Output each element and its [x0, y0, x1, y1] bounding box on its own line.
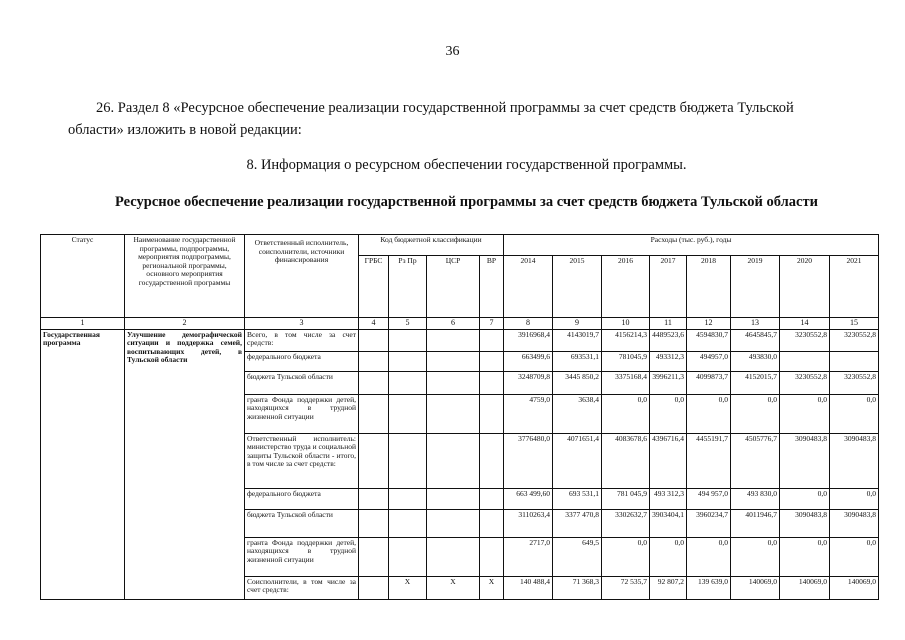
header-year: 2014	[504, 256, 553, 318]
column-number: 11	[650, 318, 687, 330]
value-cell: 140069,0	[731, 576, 780, 599]
value-cell: 494957,0	[687, 351, 731, 371]
vr-cell	[480, 351, 504, 371]
value-cell: 4143019,7	[553, 329, 602, 351]
csr-cell	[427, 371, 480, 394]
column-number: 13	[731, 318, 780, 330]
section-subheading: 8. Информация о ресурсном обеспечении государственной программы.	[246, 157, 687, 173]
value-cell: 0,0	[687, 394, 731, 433]
value-cell: 3377 470,8	[553, 509, 602, 537]
grbs-cell	[359, 509, 389, 537]
value-cell: 3960234,7	[687, 509, 731, 537]
value-cell: 3230552,8	[780, 371, 830, 394]
value-cell: 4645845,7	[731, 329, 780, 351]
value-cell: 0,0	[780, 394, 830, 433]
csr-cell	[427, 329, 480, 351]
value-cell: 3638,4	[553, 394, 602, 433]
value-cell: 0,0	[650, 394, 687, 433]
value-cell: 0,0	[602, 537, 650, 576]
table-row	[41, 329, 879, 351]
value-cell: 4099873,7	[687, 371, 731, 394]
value-cell: 663499,6	[504, 351, 553, 371]
value-cell: 4759,0	[504, 394, 553, 433]
value-cell: 0,0	[830, 394, 879, 433]
vr-cell	[480, 394, 504, 433]
header-year: 2020	[780, 256, 830, 318]
header-vr: ВР	[480, 256, 504, 318]
column-number: 3	[245, 318, 359, 330]
table-body	[41, 329, 879, 599]
value-cell: 0,0	[687, 537, 731, 576]
vr-cell	[480, 509, 504, 537]
grbs-cell	[359, 537, 389, 576]
csr-cell	[427, 537, 480, 576]
csr-cell	[427, 394, 480, 433]
header-year: 2016	[602, 256, 650, 318]
column-number: 9	[553, 318, 602, 330]
value-cell: 71 368,3	[553, 576, 602, 599]
value-cell: 3230552,8	[830, 329, 879, 351]
rzpr-cell	[389, 509, 427, 537]
value-cell: 3375168,4	[602, 371, 650, 394]
csr-cell	[427, 509, 480, 537]
value-cell: 140 488,4	[504, 576, 553, 599]
value-cell: 663 499,60	[504, 488, 553, 509]
value-cell: 781 045,9	[602, 488, 650, 509]
value-cell: 4152015,7	[731, 371, 780, 394]
value-cell: 3302632,7	[602, 509, 650, 537]
value-cell: 0,0	[731, 537, 780, 576]
row-label: Всего, в том числе за счет средств:	[245, 329, 359, 351]
value-cell: 4505776,7	[731, 433, 780, 488]
header-year: 2021	[830, 256, 879, 318]
row-label: гранта Фонда поддержки детей, находящихся в трудной жизненной ситуации	[245, 394, 359, 433]
csr-cell	[427, 351, 480, 371]
column-number: 2	[125, 318, 245, 330]
header-status: Статус	[41, 235, 125, 318]
value-cell: 3996211,3	[650, 371, 687, 394]
value-cell: 0,0	[830, 488, 879, 509]
value-cell: 3903404,1	[650, 509, 687, 537]
value-cell: 4594830,7	[687, 329, 731, 351]
value-cell: 0,0	[830, 537, 879, 576]
row-label: федерального бюджета	[245, 488, 359, 509]
column-number: 4	[359, 318, 389, 330]
value-cell: 3230552,8	[780, 329, 830, 351]
column-number: 5	[389, 318, 427, 330]
amendment-paragraph: 26. Раздел 8 «Ресурсное обеспечение реализации государственной программы за счет средств бюджета Тульской области» изложить в новой редакции:	[68, 100, 794, 138]
status-cell: Государственная программа	[41, 329, 125, 599]
header-responsible: Ответственный исполнитель, соисполнители, источники финансирования	[245, 235, 359, 318]
resource-table	[40, 234, 879, 600]
value-cell: 4156214,3	[602, 329, 650, 351]
csr-cell	[427, 488, 480, 509]
value-cell: 4011946,7	[731, 509, 780, 537]
header-budget-code: Код бюджетной классификации	[359, 235, 504, 256]
column-number: 8	[504, 318, 553, 330]
value-cell: 4489523,6	[650, 329, 687, 351]
header-expenses: Расходы (тыс. руб.), годы	[504, 235, 879, 256]
value-cell: 493312,3	[650, 351, 687, 371]
value-cell	[830, 351, 879, 371]
grbs-cell	[359, 433, 389, 488]
column-number: 12	[687, 318, 731, 330]
header-year: 2017	[650, 256, 687, 318]
rzpr-cell	[389, 394, 427, 433]
rzpr-cell	[389, 488, 427, 509]
program-name-cell: Улучшение демографической ситуации и поддержка семей, воспитывающих детей, в Тульской области	[125, 329, 245, 599]
vr-cell	[480, 433, 504, 488]
header-row-1	[41, 235, 879, 256]
value-cell: 0,0	[780, 488, 830, 509]
value-cell: 3248709,8	[504, 371, 553, 394]
value-cell: 0,0	[780, 537, 830, 576]
value-cell	[780, 351, 830, 371]
value-cell: 92 807,2	[650, 576, 687, 599]
value-cell: 493830,0	[731, 351, 780, 371]
value-cell: 0,0	[602, 394, 650, 433]
value-cell: 140069,0	[780, 576, 830, 599]
grbs-cell	[359, 351, 389, 371]
vr-cell	[480, 329, 504, 351]
rzpr-cell	[389, 433, 427, 488]
grbs-cell	[359, 394, 389, 433]
value-cell: 3090483,8	[780, 433, 830, 488]
header-name: Наименование государственной программы, подпрограммы, мероприятия подпрограммы, региональной программы, основного мероприятия государственной программы	[125, 235, 245, 318]
header-grbs: ГРБС	[359, 256, 389, 318]
value-cell: 4083678,6	[602, 433, 650, 488]
value-cell: 3090483,8	[780, 509, 830, 537]
grbs-cell	[359, 329, 389, 351]
header-year: 2019	[731, 256, 780, 318]
value-cell: 139 639,0	[687, 576, 731, 599]
value-cell: 493 830,0	[731, 488, 780, 509]
column-number: 15	[830, 318, 879, 330]
value-cell: 3090483,8	[830, 509, 879, 537]
page-number: 36	[445, 44, 460, 59]
grbs-cell	[359, 576, 389, 599]
row-label: Ответственный исполнитель: министерство труда и социальной защиты Тульской области - итого, в том числе за счет средств:	[245, 433, 359, 488]
header-rzpr: Рз Пр	[389, 256, 427, 318]
rzpr-cell	[389, 537, 427, 576]
value-cell: 3110263,4	[504, 509, 553, 537]
header-year: 2018	[687, 256, 731, 318]
column-number: 1	[41, 318, 125, 330]
value-cell: 140069,0	[830, 576, 879, 599]
rzpr-cell: Х	[389, 576, 427, 599]
value-cell: 72 535,7	[602, 576, 650, 599]
rzpr-cell	[389, 329, 427, 351]
grbs-cell	[359, 488, 389, 509]
value-cell: 693 531,1	[553, 488, 602, 509]
table-title: Ресурсное обеспечение реализации государственной программы за счет средств бюджета Тульской области	[115, 194, 818, 210]
vr-cell: Х	[480, 576, 504, 599]
vr-cell	[480, 371, 504, 394]
value-cell: 493 312,3	[650, 488, 687, 509]
value-cell: 3776480,0	[504, 433, 553, 488]
value-cell: 4455191,7	[687, 433, 731, 488]
value-cell: 4071651,4	[553, 433, 602, 488]
csr-cell	[427, 433, 480, 488]
column-number: 14	[780, 318, 830, 330]
vr-cell	[480, 488, 504, 509]
value-cell: 649,5	[553, 537, 602, 576]
value-cell: 3230552,8	[830, 371, 879, 394]
rzpr-cell	[389, 351, 427, 371]
csr-cell: Х	[427, 576, 480, 599]
value-cell: 3916968,4	[504, 329, 553, 351]
value-cell: 3445 850,2	[553, 371, 602, 394]
column-number: 6	[427, 318, 480, 330]
vr-cell	[480, 537, 504, 576]
value-cell: 494 957,0	[687, 488, 731, 509]
value-cell: 3090483,8	[830, 433, 879, 488]
value-cell: 781045,9	[602, 351, 650, 371]
value-cell: 693531,1	[553, 351, 602, 371]
row-label: Соисполнители, в том числе за счет средств:	[245, 576, 359, 599]
header-csr: ЦСР	[427, 256, 480, 318]
header-year: 2015	[553, 256, 602, 318]
column-number-row	[41, 318, 879, 330]
value-cell: 4396716,4	[650, 433, 687, 488]
value-cell: 0,0	[731, 394, 780, 433]
column-number: 7	[480, 318, 504, 330]
value-cell: 0,0	[650, 537, 687, 576]
grbs-cell	[359, 371, 389, 394]
value-cell: 2717,0	[504, 537, 553, 576]
row-label: гранта Фонда поддержки детей, находящихся в трудной жизненной ситуации	[245, 537, 359, 576]
row-label: бюджета Тульской области	[245, 509, 359, 537]
row-label: федерального бюджета	[245, 351, 359, 371]
row-label: бюджета Тульской области	[245, 371, 359, 394]
column-number: 10	[602, 318, 650, 330]
rzpr-cell	[389, 371, 427, 394]
